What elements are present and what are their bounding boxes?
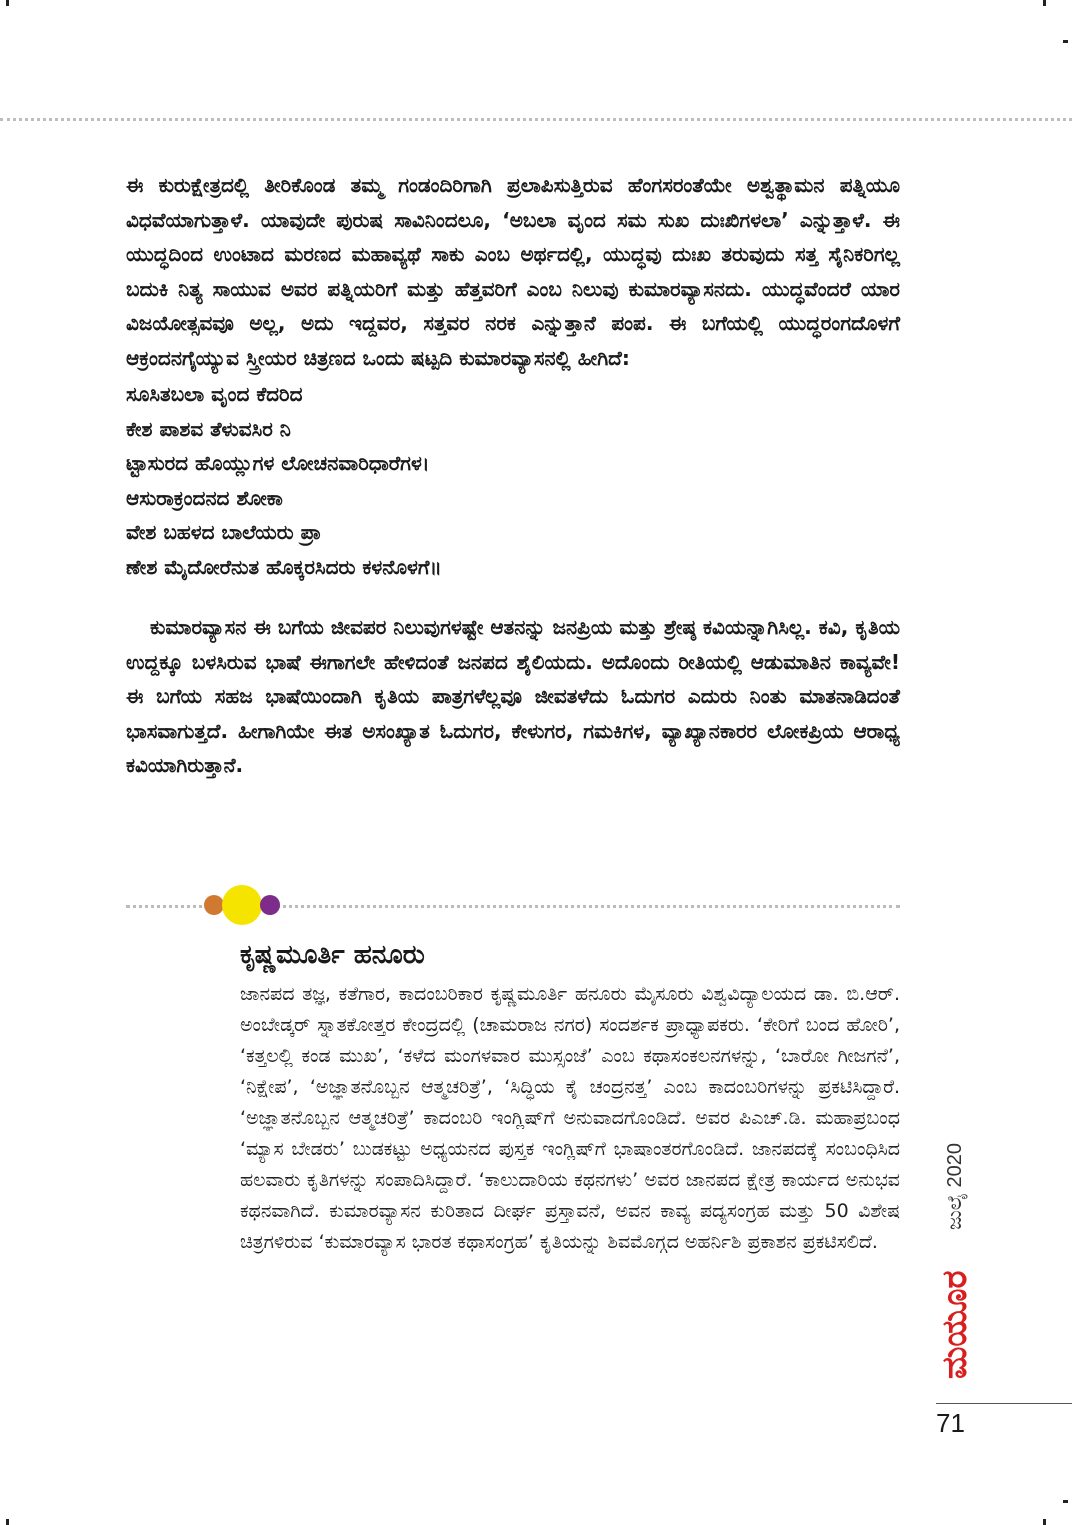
decorative-dot-yellow (222, 885, 262, 925)
crop-mark-top-right (1043, 0, 1046, 6)
issue-date: ಜುಲೈ 2020 (944, 1143, 966, 1230)
article-body (126, 168, 900, 783)
page-number: 71 (936, 1408, 965, 1438)
author-name: ಕೃಷ್ಣಮೂರ್ತಿ ಹನೂರು (240, 940, 425, 970)
verse-line: ಟ್ಟಾಸುರದ ಹೊಯ್ಲುಗಳ ಲೋಚನವಾರಿಧಾರೆಗಳ। (126, 451, 430, 475)
magazine-side-label (935, 1110, 975, 1400)
verse-line: ವೇಶ ಬಹಳದ ಬಾಲೆಯರು ಪ್ರಾ (126, 520, 322, 544)
author-bio-text: ಜಾನಪದ ತಜ್ಞ, ಕತೆಗಾರ, ಕಾದಂಬರಿಕಾರ ಕೃಷ್ಣಮೂರ್ತಿ ಹನೂರು ಮೈಸೂರು ವಿಶ್ವವಿದ್ಯಾಲಯದ ಡಾ. ಬಿ.ಆರ್. ಅಂಬೇಡ್ಕರ್ ಸ್ನಾತಕೋತ್ತರ ಕೇಂದ್ರದಲ್ಲಿ (ಚಾಮರಾಜ ನಗರ) ಸಂದರ್ಶಕ ಪ್ರಾಧ್ಯಾಪಕರು. ‘ಕೇರಿಗೆ ಬಂದ ಹೋರಿ’, ‘ಕತ್ತಲಲ್ಲಿ ಕಂಡ ಮುಖ’, ‘ಕಳೆದ ಮಂಗಳವಾರ ಮುಸ್ಸಂಜೆ’ ಎಂಬ ಕಥಾಸಂಕಲನಗಳನ್ನು, ‘ಬಾರೋ ಗೀಜಗನೆ’, ‘ನಿಕ್ಷೇಪ’, ‘ಅಜ್ಞಾತನೊಬ್ಬನ ಆತ್ಮಚರಿತ್ರೆ’, ‘ಸಿದ್ಧಿಯ ಕೈ ಚಂದ್ರನತ್ತ’ ಎಂಬ ಕಾದಂಬರಿಗಳನ್ನು ಪ್ರಕಟಿಸಿದ್ದಾರೆ. ‘ಅಜ್ಞಾತನೊಬ್ಬನ ಆತ್ಮಚರಿತ್ರೆ’ ಕಾದಂಬರಿ ಇಂಗ್ಲಿಷ್‌ಗೆ ಅನುವಾದಗೊಂಡಿದೆ. ಅವರ ಪಿಎಚ್.ಡಿ. ಮಹಾಪ್ರಬಂಧ ‘ಮ್ಯಾಸ ಬೇಡರು’ ಬುಡಕಟ್ಟು ಅಧ್ಯಯನದ ಪುಸ್ತಕ ಇಂಗ್ಲಿಷ್‌ಗೆ ಭಾಷಾಂತರಗೊಂಡಿದೆ. ಜಾನಪದಕ್ಕೆ ಸಂಬಂಧಿಸಿದ ಹಲವಾರು ಕೃತಿಗಳನ್ನು ಸಂಪಾದಿಸಿದ್ದಾರೆ. ‘ಕಾಲುದಾರಿಯ ಕಥನಗಳು’ ಅವರ ಜಾನಪದ ಕ್ಷೇತ್ರ ಕಾರ್ಯದ ಅನುಭವ ಕಥನವಾಗಿದೆ. ಕುಮಾರವ್ಯಾಸನ ಕುರಿತಾದ ದೀರ್ಘ ಪ್ರಸ್ತಾವನೆ, ಅವನ ಕಾವ್ಯ ಪದ್ಯಸಂಗ್ರಹ ಮತ್ತು 50 ವಿಶೇಷ ಚಿತ್ರಗಳಿರುವ ‘ಕುಮಾರವ್ಯಾಸ ಭಾರತ ಕಥಾಸಂಗ್ರಹ’ ಕೃತಿಯನ್ನು ಶಿವಮೊಗ್ಗದ ಅಹರ್ನಿಶಿ ಪ್ರಕಾಶನ ಪ್ರಕಟಿಸಲಿದೆ. (240, 983, 900, 1253)
crop-mark-right-upper (1063, 40, 1068, 43)
verse-line: ಕೇಶ ಪಾಶವ ತೆಳುವಸಿರ ನಿ (126, 416, 291, 441)
verse-line: ಸೂಸಿತಬಲಾ ವೃಂದ ಕೆದರಿದ (126, 382, 303, 406)
verse-line: ಆಸುರಾಕ್ರಂದನದ ಶೋಕಾ (126, 485, 283, 510)
article-paragraph-2: ಕುಮಾರವ್ಯಾಸನ ಈ ಬಗೆಯ ಜೀವಪರ ನಿಲುವುಗಳಷ್ಟೇ ಆತನನ್ನು ಜನಪ್ರಿಯ ಮತ್ತು ಶ್ರೇಷ್ಠ ಕವಿಯನ್ನಾಗಿಸಿಲ್ಲ. ಕವಿ, ಕೃತಿಯ ಉದ್ದಕ್ಕೂ ಬಳಸಿರುವ ಭಾಷೆ ಈಗಾಗಲೇ ಹೇಳಿದಂತೆ ಜನಪದ ಶೈಲಿಯದು. ಅದೊಂದು ರೀತಿಯಲ್ಲಿ ಆಡುಮಾತಿನ ಕಾವ್ಯವೇ! ಈ ಬಗೆಯ ಸಹಜ ಭಾಷೆಯಿಂದಾಗಿ ಕೃತಿಯ ಪಾತ್ರಗಳೆಲ್ಲವೂ ಜೀವತಳೆದು ಓದುಗರ ಎದುರು ನಿಂತು ಮಾತನಾಡಿದಂತೆ ಭಾಸವಾಗುತ್ತದೆ. ಹೀಗಾಗಿಯೇ ಈತ ಅಸಂಖ್ಯಾತ ಓದುಗರ, ಕೇಳುಗರ, ಗಮಕಿಗಳ, ವ್ಯಾಖ್ಯಾನಕಾರರ ಲೋಕಪ್ರಿಯ ಆರಾಧ್ಯ ಕವಿಯಾಗಿರುತ್ತಾನೆ. (126, 615, 900, 777)
verse-block (126, 377, 900, 584)
decorative-dot-orange (204, 895, 224, 915)
crop-mark-bottom-left (6, 1519, 9, 1525)
decorative-dot-purple (260, 895, 280, 915)
verse-line: ಣೇಶ ಮೈದೋರೆನುತ ಹೊಕ್ಕರಸಿದರು ಕಳನೊಳಗೆ॥ (126, 554, 442, 579)
crop-mark-top-left (6, 0, 9, 6)
article-paragraph-1: ಈ ಕುರುಕ್ಷೇತ್ರದಲ್ಲಿ ತೀರಿಕೊಂಡ ತಮ್ಮ ಗಂಡಂದಿರಿಗಾಗಿ ಪ್ರಲಾಪಿಸುತ್ತಿರುವ ಹೆಂಗಸರಂತೆಯೇ ಅಶ್ವತ್ಥಾಮನ ಪತ್ನಿಯೂ ವಿಧವೆಯಾಗುತ್ತಾಳೆ. ಯಾವುದೇ ಪುರುಷ ಸಾವಿನಿಂದಲೂ, ‘ಅಬಲಾ ವೃಂದ ಸಮ ಸುಖ ದುಃಖಿಗಳಲಾ’ ಎನ್ನುತ್ತಾಳೆ. ಈ ಯುದ್ಧದಿಂದ ಉಂಟಾದ ಮರಣದ ಮಹಾವ್ಯಥೆ ಸಾಕು ಎಂಬ ಅರ್ಥದಲ್ಲಿ, ಯುದ್ಧವು ದುಃಖ ತರುವುದು ಸತ್ತ ಸೈನಿಕರಿಗಲ್ಲ ಬದುಕಿ ನಿತ್ಯ ಸಾಯುವ ಅವರ ಪತ್ನಿಯರಿಗೆ ಮತ್ತು ಹೆತ್ತವರಿಗೆ ಎಂಬ ನಿಲುವು ಕುಮಾರವ್ಯಾಸನದು. ಯುದ್ಧವೆಂದರೆ ಯಾರ ವಿಜಯೋತ್ಸವವೂ ಅಲ್ಲ, ಅದು ಇದ್ದವರ, ಸತ್ತವರ ನರಕ ಎನ್ನುತ್ತಾನೆ ಪಂಪ. ಈ ಬಗೆಯಲ್ಲಿ ಯುದ್ಧರಂಗದೊಳಗೆ ಆಕ್ರಂದನಗೈಯ್ಯುವ ಸ್ತ್ರೀಯರ ಚಿತ್ರಣದ ಒಂದು ಷಟ್ಪದಿ ಕುಮಾರವ್ಯಾಸನಲ್ಲಿ ಹೀಗಿದೆ: (126, 173, 900, 370)
magazine-logo: ಮಯೂರ (935, 1270, 975, 1380)
page-number-rule (936, 1403, 1072, 1404)
top-dotted-rule (0, 118, 1072, 121)
crop-mark-right-lower (1063, 1500, 1068, 1503)
crop-mark-bottom-right (1043, 1519, 1046, 1525)
author-bio-box (240, 935, 900, 1258)
